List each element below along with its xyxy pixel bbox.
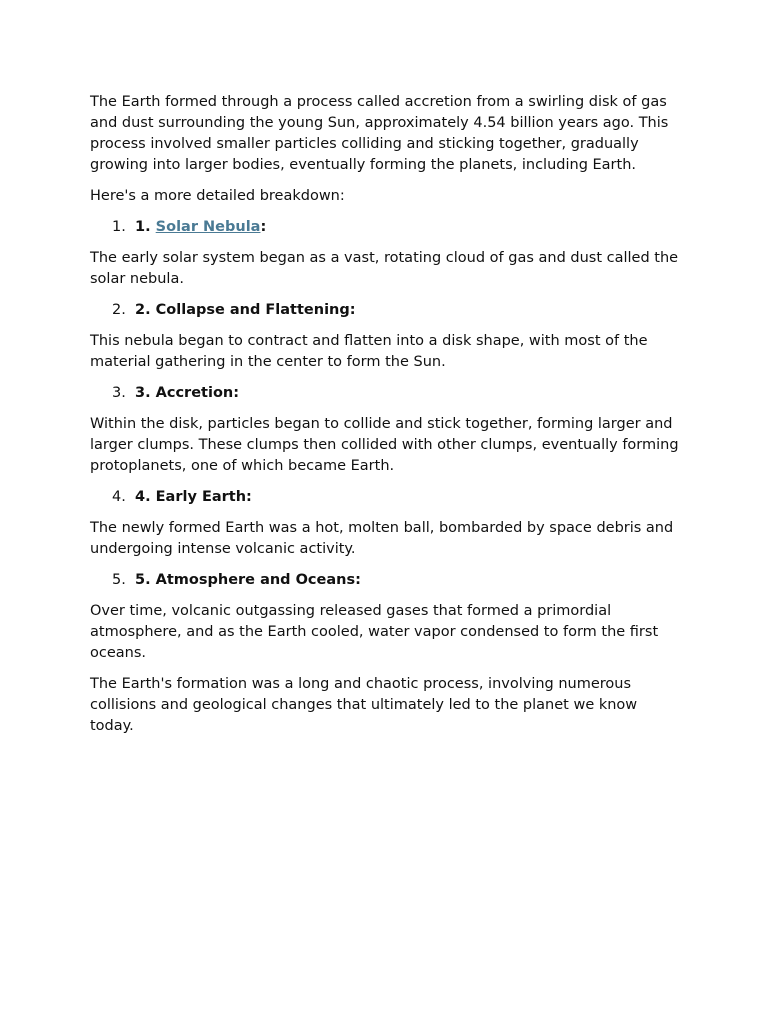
step-3-heading — [90, 383, 680, 404]
step-number: 1. — [135, 219, 151, 235]
step-title — [135, 217, 266, 238]
step-3-description: Within the disk, particles began to collide and stick together, forming larger and larger clumps. These clumps then collided with other clumps, eventually forming protoplanets, one of which became Earth. — [90, 416, 679, 474]
step-title: 5. Atmosphere and Oceans: — [135, 572, 361, 588]
step-1-description: The early solar system began as a vast, rotating cloud of gas and dust called the solar nebula. — [90, 250, 679, 287]
step-title: 3. Accretion: — [135, 385, 240, 401]
breakdown-lead: Here's a more detailed breakdown: — [90, 188, 345, 204]
step-title-suffix: : — [260, 219, 267, 235]
list-marker: 3. — [112, 385, 126, 401]
step-4-description: The newly formed Earth was a hot, molten ball, bombarded by space debris and undergoing intense volcanic activity. — [90, 520, 674, 557]
step-title: 4. Early Earth: — [135, 489, 252, 505]
step-5-description: Over time, volcanic outgassing released gases that formed a primordial atmosphere, and as the Earth cooled, water vapor condensed to form the first oceans. — [90, 603, 659, 661]
step-1-heading — [90, 217, 680, 238]
list-marker: 5. — [112, 572, 126, 588]
step-2-description: This nebula began to contract and flatten into a disk shape, with most of the material gathering in the center to form the Sun. — [90, 333, 648, 370]
step-5-heading — [90, 570, 680, 591]
list-marker: 2. — [112, 302, 126, 318]
list-marker: 4. — [112, 489, 126, 505]
conclusion-paragraph: The Earth's formation was a long and chaotic process, involving numerous collisions and geological changes that ultimately led to the planet we know today. — [90, 676, 638, 734]
document-page — [90, 92, 680, 747]
step-title: 2. Collapse and Flattening: — [135, 302, 356, 318]
intro-paragraph: The Earth formed through a process called accretion from a swirling disk of gas and dust surrounding the young Sun, approximately 4.54 billion years ago. This process involved smaller particles colliding and sticking together, gradually growing into larger bodies, eventually forming the planets, including Earth. — [90, 94, 669, 173]
step-2-heading — [90, 300, 680, 321]
solar-nebula-link[interactable]: Solar Nebula — [155, 219, 261, 235]
list-marker: 1. — [112, 219, 126, 235]
step-4-heading — [90, 487, 680, 508]
